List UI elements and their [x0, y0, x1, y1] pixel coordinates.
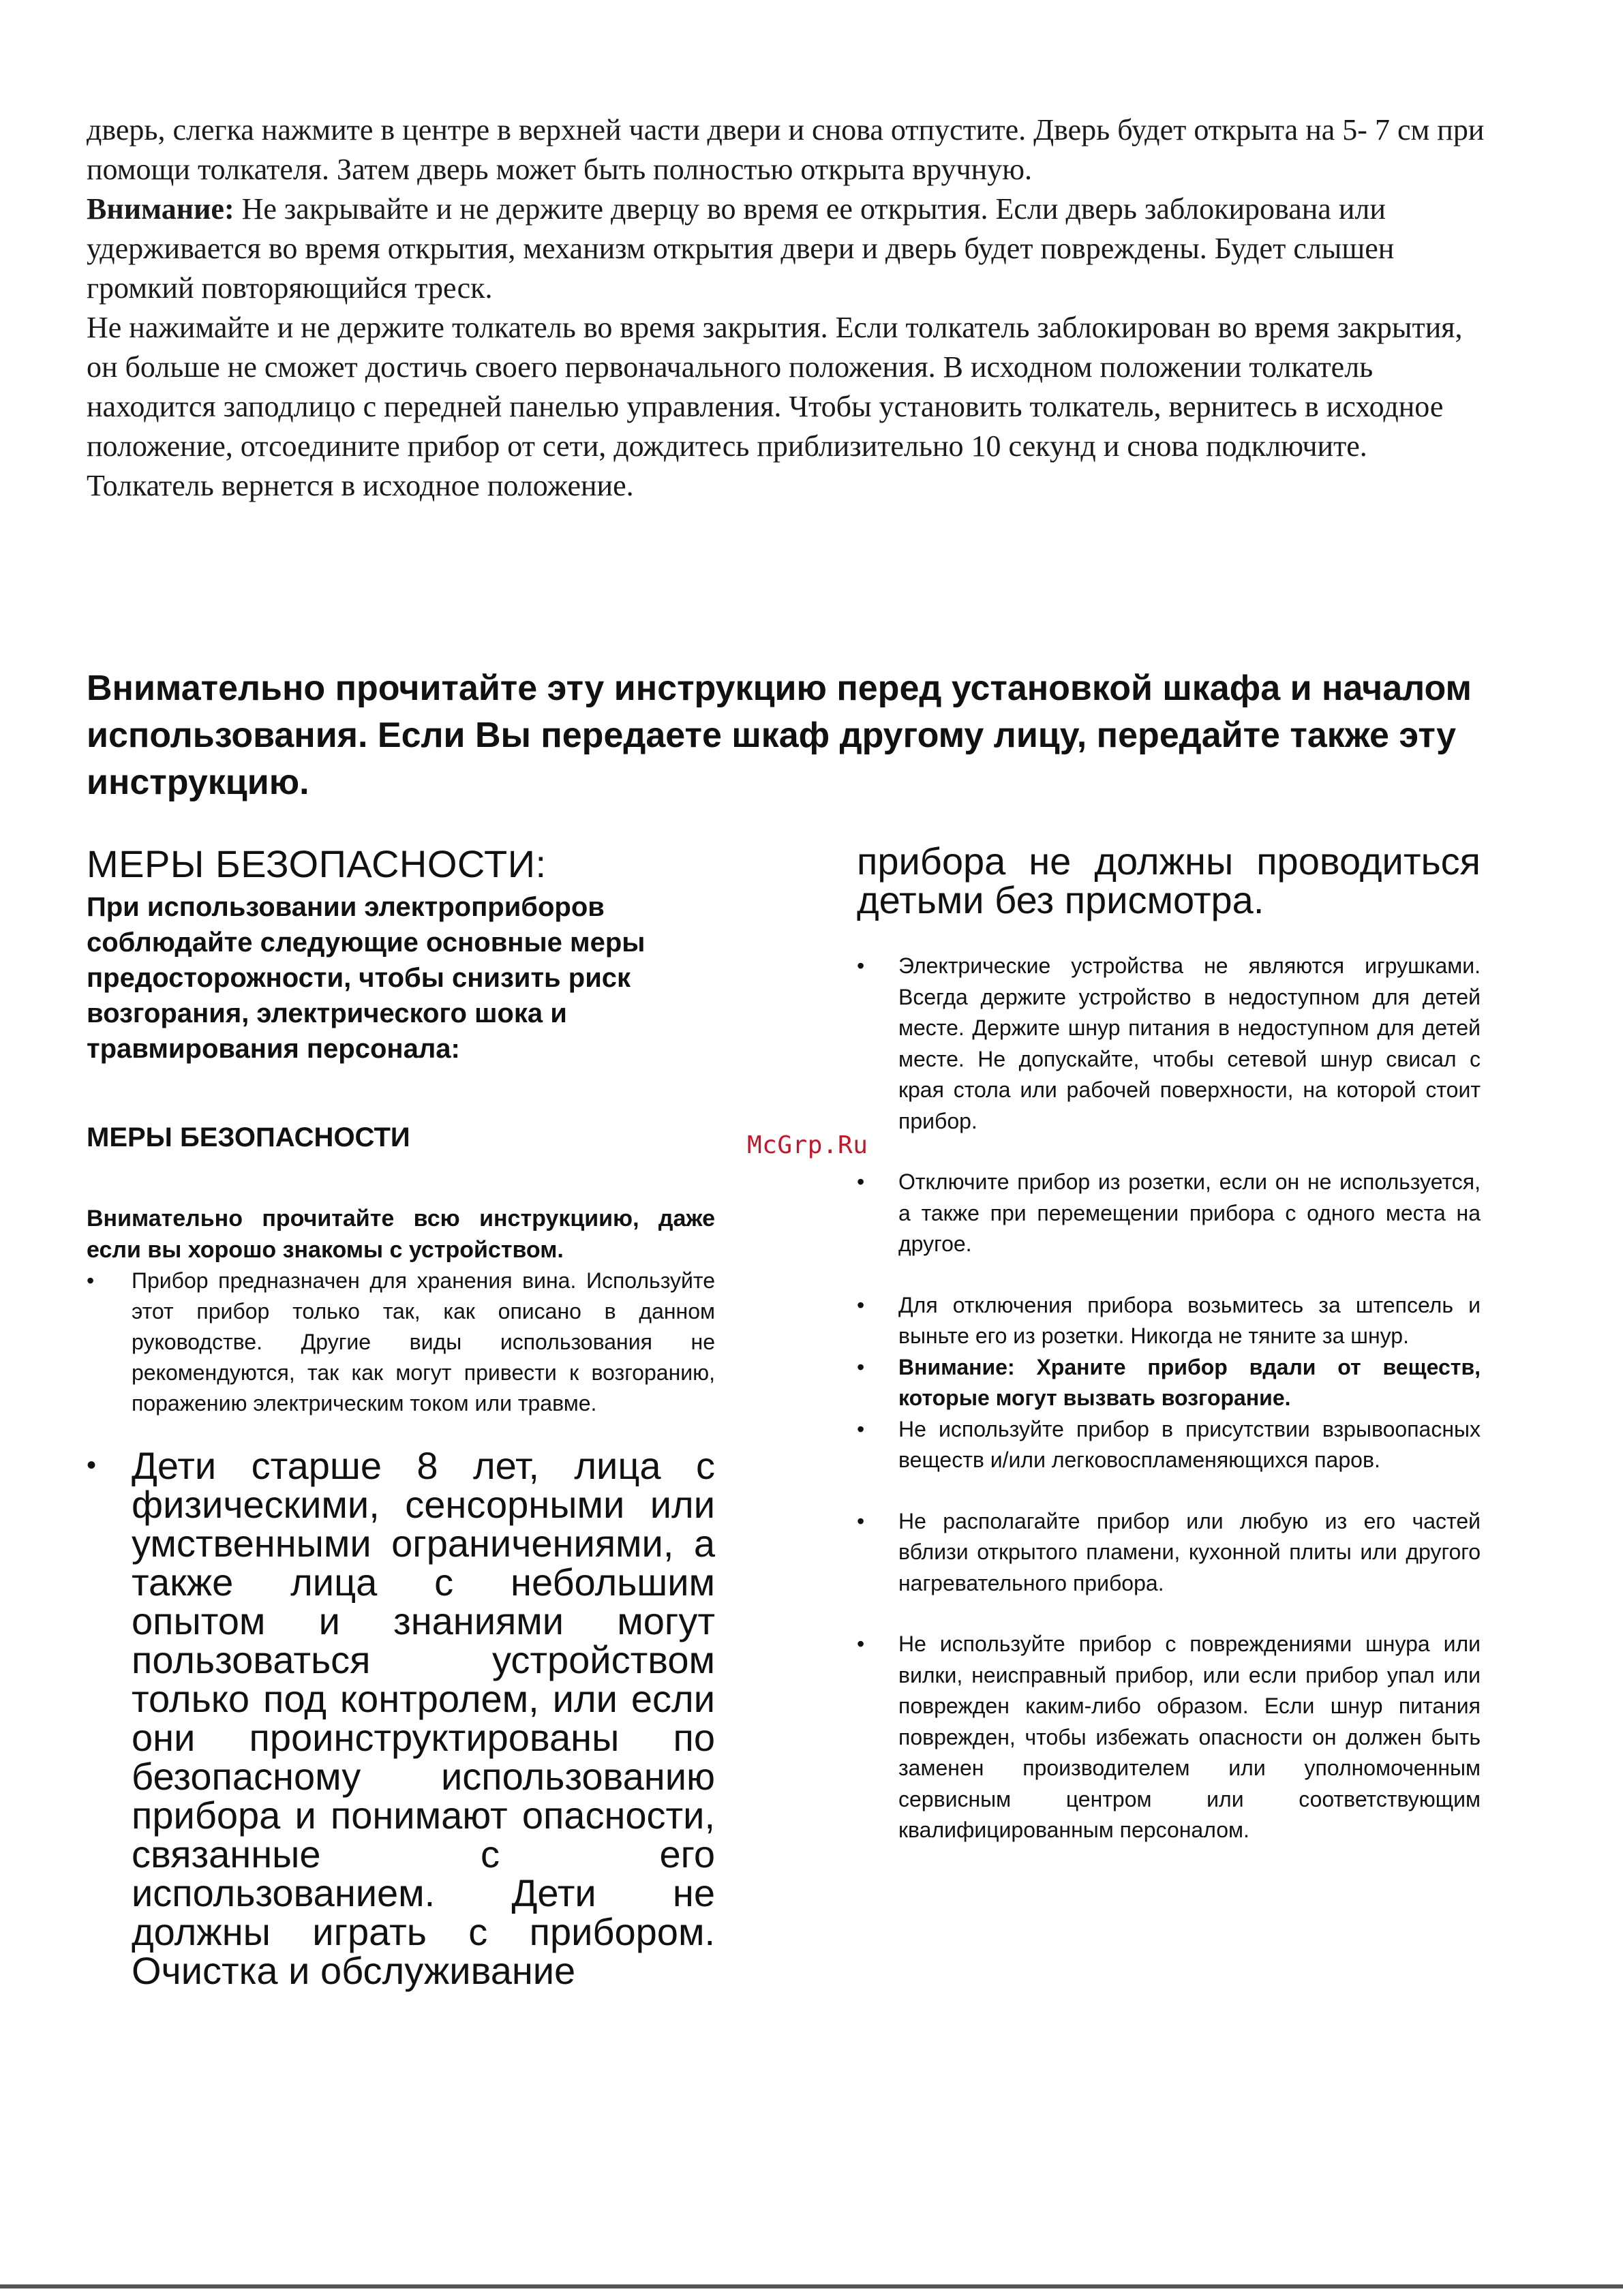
continuation-text: прибора не должны проводиться детьми без присмотра. [857, 840, 1481, 921]
warning-item-text: Внимание: Храните прибор вдали от веществ, которые могут вызвать возгорание. [898, 1354, 1481, 1410]
read-note: Внимательно прочитайте всю инструкциию, даже если вы хорошо знакомы с устройством. [87, 1206, 715, 1263]
left-safety-list [87, 1266, 715, 1990]
list-item: • Прибор предназначен для хранения вина. Используйте этот прибор только так, как описано в данном руководстве. Другие виды использования не рекомендуются, так как могут привести к возгоранию, поражению электрическим током или травме. [87, 1266, 715, 1419]
left-column [87, 842, 715, 1990]
safety-heading: МЕРЫ БЕЗОПАСНОСТИ: [87, 842, 547, 885]
list-item: • Не располагайте прибор или любую из его частей вблизи открытого пламени, кухонной плиты или другого нагревательного прибора. [857, 1506, 1481, 1599]
list-item: • Электрические устройства не являются игрушками. Всегда держите устройство в недоступном для детей месте. Держите шнур питания в недоступном для детей месте. Не допускайте, чтобы сетевой шнур свисал с края стола или рабочей поверхности, на которой стоит прибор. [857, 951, 1481, 1137]
intro-text [87, 110, 1491, 506]
intro-paragraph-pusher: Не нажимайте и не держите толкатель во время закрытия. Если толкатель заблокирован во время закрытия, он больше не сможет достичь своего первоначального положения. В исходном положении толкатель находится заподлицо с передней панелью управления. Чтобы установить толкатель, вернитесь в исходное положение, отсоедините прибор от сети, дождитесь приблизительно 10 секунд и снова подключите. Толкатель вернется в исходное положение. [87, 311, 1463, 502]
read-instructions-lead: Внимательно прочитайте эту инструкцию перед установкой шкафа и началом использования. Если Вы передаете шкаф другому лицу, передайте также эту инструкцию. [87, 669, 1472, 802]
intro-paragraph-warning [87, 189, 1491, 308]
right-column [857, 842, 1481, 1846]
warning-label: Внимание: [87, 192, 234, 226]
watermark: McGrp.Ru [747, 1131, 868, 1159]
list-item: • Для отключения прибора возьмитесь за штепсель и выньте его из розетки. Никогда не тяните за шнур. [857, 1290, 1481, 1352]
list-item: • Не используйте прибор в присутствии взрывоопасных веществ и/или легковоспламеняющихся паров. [857, 1414, 1481, 1476]
list-item: • Не используйте прибор с повреждениями шнура или вилки, неисправный прибор, или если прибор упал или поврежден каким-либо образом. Если шнур питания поврежден, чтобы избежать опасности он должен быть заменен производителем или уполномоченным сервисным центром или соответствующим квалифицированным персоналом. [857, 1629, 1481, 1846]
list-item: • Отключите прибор из розетки, если он не используется, а также при перемещении прибора с одного места на другое. [857, 1167, 1481, 1260]
right-safety-list [857, 951, 1481, 1846]
precaution-intro: При использовании электроприборов соблюдайте следующие основные меры предосторожности, чтобы снизить риск возгорания, электрического шока и травмирования персонала: [87, 892, 646, 1064]
bottom-divider [0, 2284, 1623, 2289]
intro-paragraph-door: дверь, слегка нажмите в центре в верхней части двери и снова отпустите. Дверь будет открыта на 5- 7 см при помощи толкателя. Затем дверь может быть полностью открыта вручную. [87, 113, 1485, 186]
list-item [857, 1352, 1481, 1414]
list-item: • Дети старше 8 лет, лица с физическими, сенсорными или умственными ограничениями, а также лица с небольшим опытом и знаниями могут пользоваться устройством только под контролем, или если они проинструктированы по безопасному использованию прибора и понимают опасности, связанные с его использованием. Дети не должны играть с прибором. Очистка и обслуживание [87, 1446, 715, 1990]
safety-subheading: МЕРЫ БЕЗОПАСНОСТИ [87, 1122, 410, 1152]
warning-text: Не закрывайте и не держите дверцу во время ее открытия. Если дверь заблокирована или удерживается во время открытия, механизм открытия двери и дверь будет повреждены. Будет слышен громкий повторяющийся треск. [87, 192, 1395, 305]
